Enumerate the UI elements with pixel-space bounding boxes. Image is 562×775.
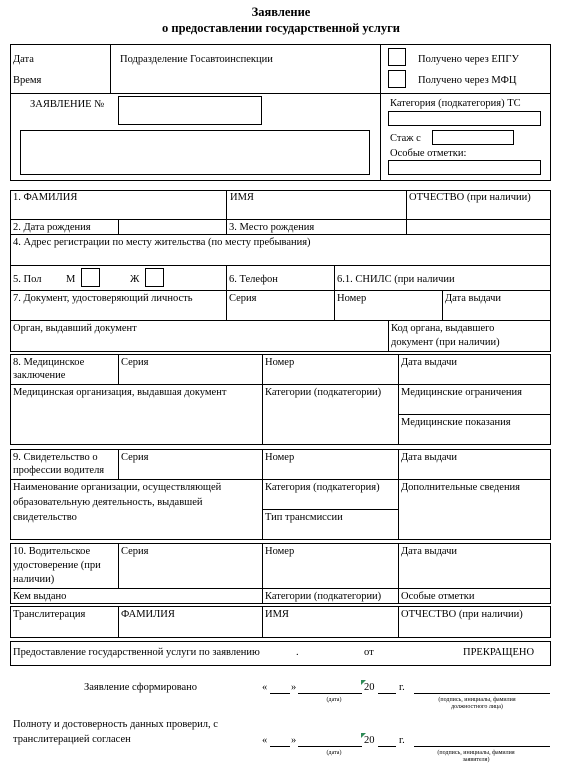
license-title-1: 10. Водительское <box>13 546 91 557</box>
translit-surname-label: ФАМИЛИЯ <box>121 609 175 620</box>
epgu-label: Получено через ЕПГУ <box>418 54 519 65</box>
service-from-label: от <box>364 647 374 658</box>
service-text: Предоставление государственной услуги по заявлению <box>13 647 260 658</box>
formed-sign-caption: (подпись, инициалы, фамилия должностного лица) <box>438 697 516 710</box>
service-dot: . <box>296 647 299 658</box>
school-org-label-3: свидетельство <box>13 512 77 523</box>
surname-label: 1. ФАМИЛИЯ <box>13 192 78 203</box>
license-categories-label: Категории (подкатегории) <box>265 591 382 602</box>
special-marks-field[interactable] <box>388 160 541 175</box>
document-subtitle: о предоставлении государственной услуги <box>162 21 400 35</box>
license-series-label: Серия <box>121 546 149 557</box>
transliteration-label: Транслитерация <box>13 609 86 620</box>
checked-sign-caption: (подпись, инициалы, фамилия заявителя) <box>437 750 515 763</box>
phone-label: 6. Телефон <box>229 274 278 285</box>
school-title-2: профессии водителя <box>13 465 105 476</box>
unit-label: Подразделение Госавтоинспекции <box>120 54 273 65</box>
formed-quote-open: « <box>262 682 268 693</box>
checked-quote-open: « <box>262 735 268 746</box>
issuer-code-label-2: документ (при наличии) <box>391 337 500 348</box>
address-label: 4. Адрес регистрации по месту жительства (по месту пребывания) <box>13 237 311 248</box>
checked-year-suffix: г. <box>399 735 405 746</box>
id-issue-date-label: Дата выдачи <box>445 293 502 304</box>
license-title-2: удостоверение (при <box>13 560 101 571</box>
mfc-checkbox[interactable] <box>388 70 406 88</box>
vehicle-category-field[interactable] <box>388 111 541 126</box>
medical-issue-date-label: Дата выдачи <box>401 357 458 368</box>
sex-male-label: М <box>66 274 76 285</box>
experience-label: Стаж с <box>390 133 421 144</box>
sex-female-label: Ж <box>130 274 140 285</box>
application-number-label: ЗАЯВЛЕНИЕ № <box>30 99 105 110</box>
checked-date-caption: (дата) <box>326 750 342 756</box>
school-series-label: Серия <box>121 452 149 463</box>
formed-year-suffix: г. <box>399 682 405 693</box>
medical-series-label: Серия <box>121 357 149 368</box>
checked-year-prefix: 20 <box>364 735 375 746</box>
license-special-marks-label: Особые отметки <box>401 591 475 602</box>
license-title-3: наличии) <box>13 574 55 585</box>
medical-restrictions-label: Медицинские ограничения <box>401 387 522 398</box>
patronymic-label: ОТЧЕСТВО (при наличии) <box>409 192 531 203</box>
formed-quote-close: » <box>291 682 297 693</box>
medical-indications-label: Медицинские показания <box>401 417 511 428</box>
translit-patronymic-label: ОТЧЕСТВО (при наличии) <box>401 609 523 620</box>
school-org-label-1: Наименование организации, осуществляющей <box>13 482 222 493</box>
sex-female-checkbox[interactable] <box>145 268 164 287</box>
document-title: Заявление <box>251 5 311 19</box>
date-label: Дата <box>13 54 34 65</box>
special-marks-label: Особые отметки: <box>390 148 467 159</box>
issuer-label: Орган, выдавший документ <box>13 323 137 334</box>
medical-title-2: заключение <box>13 370 66 381</box>
sex-label: 5. Пол <box>13 274 42 285</box>
checked-quote-close: » <box>291 735 297 746</box>
school-issue-date-label: Дата выдачи <box>401 452 458 463</box>
school-number-label: Номер <box>265 452 295 463</box>
formed-date-caption: (дата) <box>326 697 342 703</box>
school-org-label-2: образовательную деятельность, выдавшей <box>13 497 203 508</box>
issuer-code-label-1: Код органа, выдавшего <box>391 323 495 334</box>
medical-org-label: Медицинская организация, выдавшая документ <box>13 387 227 398</box>
school-category-label: Категория (подкатегория) <box>265 482 380 493</box>
sex-male-checkbox[interactable] <box>81 268 100 287</box>
medical-categories-label: Категории (подкатегории) <box>265 387 382 398</box>
medical-title-1: 8. Медицинское <box>13 357 85 368</box>
checked-label-2: транслитерацией согласен <box>13 734 131 745</box>
application-notes-field[interactable] <box>20 130 370 175</box>
school-extra-label: Дополнительные сведения <box>401 482 521 493</box>
school-title-1: 9. Свидетельство о <box>13 452 98 463</box>
license-issued-by-label: Кем выдано <box>13 591 67 602</box>
checked-label-1: Полноту и достоверность данных проверил, с <box>13 719 218 730</box>
birth-place-label: 3. Место рождения <box>229 222 315 233</box>
license-number-label: Номер <box>265 546 295 557</box>
application-number-field[interactable] <box>118 96 262 125</box>
service-status: ПРЕКРАЩЕНО <box>463 647 535 658</box>
birth-date-label: 2. Дата рождения <box>13 222 91 233</box>
formed-year-prefix: 20 <box>364 682 375 693</box>
formed-label: Заявление сформировано <box>84 682 198 693</box>
vehicle-category-label: Категория (подкатегория) ТС <box>390 98 521 109</box>
mfc-label: Получено через МФЦ <box>418 75 517 86</box>
epgu-checkbox[interactable] <box>388 48 406 66</box>
id-document-label: 7. Документ, удостоверяющий личность <box>13 293 193 304</box>
id-number-label: Номер <box>337 293 367 304</box>
medical-number-label: Номер <box>265 357 295 368</box>
license-issue-date-label: Дата выдачи <box>401 546 458 557</box>
id-series-label: Серия <box>229 293 257 304</box>
name-label: ИМЯ <box>230 192 254 203</box>
translit-name-label: ИМЯ <box>265 609 289 620</box>
time-label: Время <box>13 75 42 86</box>
snils-label: 6.1. СНИЛС (при наличии <box>337 274 455 285</box>
experience-field[interactable] <box>432 130 514 145</box>
school-transmission-label: Тип трансмиссии <box>265 512 343 523</box>
